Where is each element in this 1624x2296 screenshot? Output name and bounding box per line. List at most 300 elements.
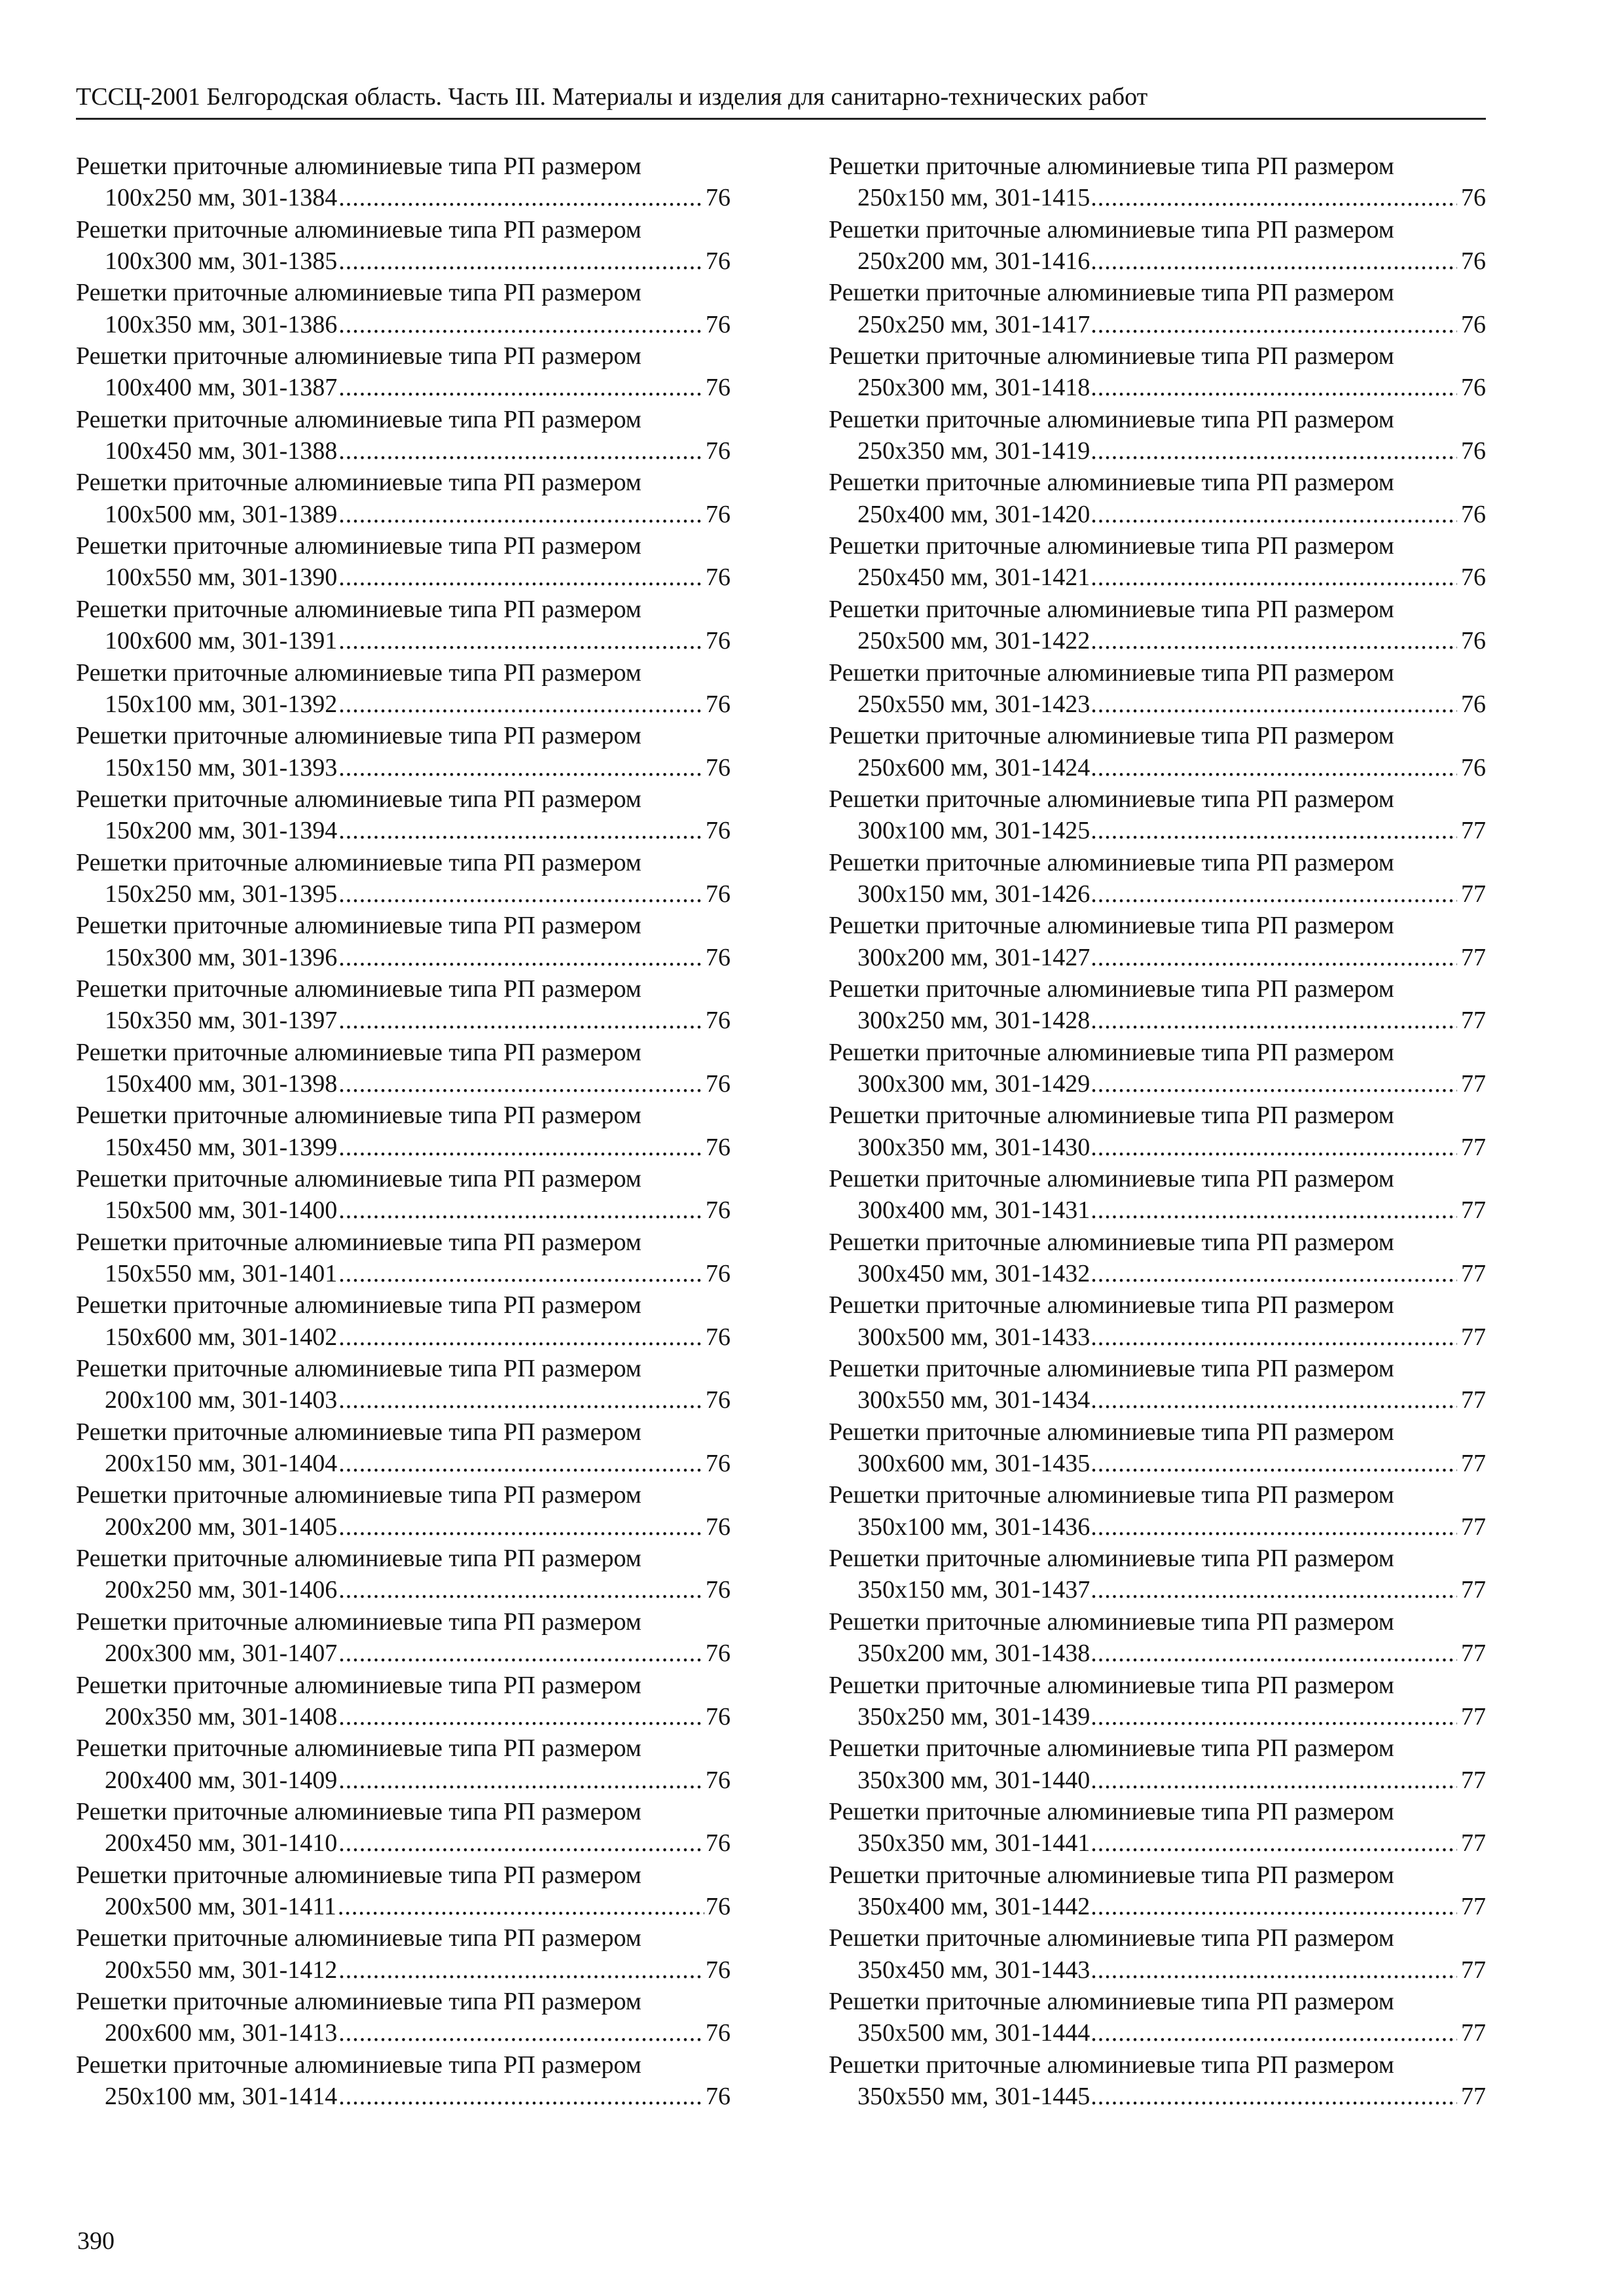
entry-size-code: 100x350 мм, 301-1386 — [105, 310, 338, 338]
entry-detail-line — [76, 309, 731, 340]
dot-leader — [338, 1132, 704, 1163]
dot-leader — [1091, 562, 1457, 593]
entry-size-code: 250x400 мм, 301-1420 — [857, 500, 1091, 528]
entry-detail-line — [76, 1954, 731, 1986]
entry-page-number: 77 — [1461, 1007, 1486, 1035]
entry-size-code: 350x300 мм, 301-1440 — [857, 1766, 1091, 1794]
entry-title: Решетки приточные алюминиевые типа РП размером — [76, 1797, 641, 1825]
index-entry — [829, 910, 1486, 973]
entry-size-code: 250x450 мм, 301-1421 — [857, 564, 1091, 592]
entry-detail-line — [76, 689, 731, 720]
entry-size-code: 250x150 мм, 301-1415 — [857, 184, 1091, 212]
entry-title: Решетки приточные алюминиевые типа РП размером — [76, 1228, 641, 1256]
index-entry — [76, 1922, 731, 1986]
dot-leader — [338, 1827, 704, 1859]
entry-size-code: 350x550 мм, 301-1445 — [857, 2082, 1091, 2110]
entry-detail-line — [76, 245, 731, 277]
index-entry — [829, 1670, 1486, 1733]
index-entry — [76, 1353, 731, 1416]
entry-title: Решетки приточные алюминиевые типа РП размером — [76, 1418, 641, 1446]
entry-detail-line — [829, 815, 1486, 846]
dot-leader — [1091, 2017, 1457, 2049]
entry-detail-line — [829, 499, 1486, 530]
entry-title: Решетки приточные алюминиевые типа РП размером — [829, 405, 1394, 433]
entry-title: Решетки приточные алюминиевые типа РП размером — [76, 532, 641, 560]
dot-leader — [1091, 942, 1457, 973]
entry-page-number: 77 — [1461, 1260, 1486, 1288]
dot-leader — [1091, 1765, 1457, 1796]
entry-detail-line — [829, 182, 1486, 213]
entry-page-number: 77 — [1461, 1133, 1486, 1161]
entry-detail-line — [76, 1132, 731, 1163]
entry-detail-line — [829, 942, 1486, 973]
entry-title: Решетки приточные алюминиевые типа РП размером — [76, 152, 641, 180]
entry-title: Решетки приточные алюминиевые типа РП размером — [76, 2051, 641, 2079]
entry-detail-line — [829, 752, 1486, 783]
entry-size-code: 100x450 мм, 301-1388 — [105, 437, 338, 465]
entry-title: Решетки приточные алюминиевые типа РП размером — [76, 1481, 641, 1509]
entry-page-number: 76 — [706, 1196, 731, 1225]
index-entry — [76, 404, 731, 467]
index-entry — [829, 1227, 1486, 1290]
entry-title: Решетки приточные алюминиевые типа РП размером — [76, 785, 641, 813]
entry-title: Решетки приточные алюминиевые типа РП размером — [829, 1797, 1394, 1825]
entry-title: Решетки приточные алюминиевые типа РП размером — [829, 1545, 1394, 1573]
entry-page-number: 76 — [1461, 564, 1486, 592]
entry-title: Решетки приточные алюминиевые типа РП размером — [829, 658, 1394, 687]
entry-page-number: 77 — [1461, 1576, 1486, 1604]
entry-detail-line — [829, 1954, 1486, 1986]
entry-detail-line — [829, 1765, 1486, 1796]
dot-leader — [1091, 499, 1457, 530]
dot-leader — [1091, 182, 1457, 213]
entry-page-number: 76 — [706, 1386, 731, 1414]
index-entry — [76, 277, 731, 340]
dot-leader — [338, 562, 704, 593]
entry-size-code: 350x450 мм, 301-1443 — [857, 1956, 1091, 1984]
dot-leader — [338, 1321, 704, 1353]
entry-size-code: 350x150 мм, 301-1437 — [857, 1576, 1091, 1604]
index-entry — [76, 1986, 731, 2049]
entry-title: Решетки приточные алюминиевые типа РП размером — [829, 342, 1394, 370]
dot-leader — [338, 1258, 704, 1289]
entry-title: Решетки приточные алюминиевые типа РП размером — [829, 1861, 1394, 1889]
dot-leader — [1091, 1827, 1457, 1859]
entry-detail-line — [829, 1511, 1486, 1543]
entry-title: Решетки приточные алюминиевые типа РП размером — [76, 1924, 641, 1952]
entry-detail-line — [829, 309, 1486, 340]
entry-page-number: 76 — [706, 564, 731, 592]
index-entry — [829, 594, 1486, 657]
entry-page-number: 76 — [706, 1892, 731, 1920]
dot-leader — [1091, 245, 1457, 277]
entry-size-code: 350x500 мм, 301-1444 — [857, 2019, 1091, 2047]
entry-size-code: 200x200 мм, 301-1405 — [105, 1513, 338, 1541]
entry-detail-line — [829, 1068, 1486, 1100]
entry-detail-line — [76, 942, 731, 973]
entry-title: Решетки приточные алюминиевые типа РП размером — [76, 1102, 641, 1130]
entry-detail-line — [829, 1384, 1486, 1416]
entry-title: Решетки приточные алюминиевые типа РП размером — [829, 1355, 1394, 1383]
entry-size-code: 150x100 мм, 301-1392 — [105, 690, 338, 718]
header-rule — [76, 118, 1486, 120]
entry-detail-line — [829, 1574, 1486, 1605]
entry-title: Решетки приточные алюминиевые типа РП размером — [829, 1481, 1394, 1509]
entry-detail-line — [829, 1827, 1486, 1859]
entry-size-code: 100x500 мм, 301-1389 — [105, 500, 338, 528]
entry-size-code: 250x350 мм, 301-1419 — [857, 437, 1091, 465]
entry-detail-line — [76, 2081, 731, 2112]
index-entry — [829, 1859, 1486, 1923]
index-entry — [76, 1670, 731, 1733]
dot-leader — [1091, 1384, 1457, 1416]
entry-size-code: 100x300 мм, 301-1385 — [105, 247, 338, 276]
entry-page-number: 76 — [1461, 184, 1486, 212]
dot-leader — [1091, 1005, 1457, 1036]
entry-page-number: 76 — [1461, 627, 1486, 655]
entry-size-code: 200x450 мм, 301-1410 — [105, 1829, 338, 1857]
entry-title: Решетки приточные алюминиевые типа РП размером — [76, 1291, 641, 1319]
index-entry — [829, 1479, 1486, 1543]
entry-title: Решетки приточные алюминиевые типа РП размером — [76, 1607, 641, 1636]
entry-page-number: 76 — [706, 1956, 731, 1984]
dot-leader — [338, 1891, 704, 1922]
entry-page-number: 76 — [706, 1576, 731, 1604]
dot-leader — [338, 309, 704, 340]
entry-page-number: 77 — [1461, 1386, 1486, 1414]
dot-leader — [1091, 752, 1457, 783]
entry-title: Решетки приточные алюминиевые типа РП размером — [76, 1038, 641, 1066]
dot-leader — [338, 372, 704, 403]
index-entry — [829, 783, 1486, 847]
entry-detail-line — [76, 435, 731, 467]
entry-title: Решетки приточные алюминиевые типа РП размером — [829, 595, 1394, 623]
entry-title: Решетки приточные алюминиевые типа РП размером — [76, 405, 641, 433]
dot-leader — [338, 1384, 704, 1416]
entry-page-number: 76 — [706, 1450, 731, 1478]
dot-leader — [338, 2017, 704, 2049]
index-entry — [76, 1543, 731, 1606]
index-entry — [76, 467, 731, 530]
index-entry — [829, 847, 1486, 910]
dot-leader — [338, 245, 704, 277]
dot-leader — [1091, 1132, 1457, 1163]
entry-page-number: 77 — [1461, 1640, 1486, 1668]
entry-detail-line — [829, 1701, 1486, 1732]
dot-leader — [1091, 435, 1457, 467]
entry-size-code: 300x150 мм, 301-1426 — [857, 880, 1091, 908]
entry-size-code: 150x350 мм, 301-1397 — [105, 1007, 338, 1035]
dot-leader — [1091, 1954, 1457, 1986]
dot-leader — [338, 435, 704, 467]
entry-page-number: 77 — [1461, 1702, 1486, 1731]
entry-page-number: 77 — [1461, 1513, 1486, 1541]
index-entry — [76, 1732, 731, 1796]
entry-page-number: 76 — [706, 627, 731, 655]
index-entry — [76, 1100, 731, 1163]
entry-detail-line — [829, 2081, 1486, 2112]
dot-leader — [338, 942, 704, 973]
entry-title: Решетки приточные алюминиевые типа РП размером — [76, 279, 641, 307]
entry-page-number: 77 — [1461, 1829, 1486, 1857]
dot-leader — [338, 1638, 704, 1669]
entry-title: Решетки приточные алюминиевые типа РП размером — [76, 469, 641, 497]
entry-size-code: 200x300 мм, 301-1407 — [105, 1640, 338, 1668]
dot-leader — [1091, 1891, 1457, 1922]
page-header: ТССЦ-2001 Белгородская область. Часть III. Материалы и изделия для санитарно-технических работ — [76, 83, 1148, 111]
entry-page-number: 77 — [1461, 817, 1486, 845]
entry-size-code: 150x450 мм, 301-1399 — [105, 1133, 338, 1161]
entry-page-number: 77 — [1461, 1323, 1486, 1351]
entry-size-code: 150x300 мм, 301-1396 — [105, 943, 338, 971]
dot-leader — [338, 815, 704, 846]
entry-size-code: 200x250 мм, 301-1406 — [105, 1576, 338, 1604]
dot-leader — [1091, 2081, 1457, 2112]
index-entry — [76, 2049, 731, 2113]
entry-page-number: 77 — [1461, 1450, 1486, 1478]
index-entry — [76, 783, 731, 847]
entry-detail-line — [76, 1005, 731, 1036]
entry-title: Решетки приточные алюминиевые типа РП размером — [829, 1987, 1394, 2015]
entry-detail-line — [76, 182, 731, 213]
entry-page-number: 77 — [1461, 2019, 1486, 2047]
index-entry — [829, 1986, 1486, 2049]
entry-title: Решетки приточные алюминиевые типа РП размером — [829, 469, 1394, 497]
entry-page-number: 77 — [1461, 1892, 1486, 1920]
entry-title: Решетки приточные алюминиевые типа РП размером — [76, 1545, 641, 1573]
entry-title: Решетки приточные алюминиевые типа РП размером — [76, 848, 641, 876]
entry-page-number: 77 — [1461, 1766, 1486, 1794]
dot-leader — [1091, 1448, 1457, 1479]
dot-leader — [338, 1701, 704, 1732]
entry-title: Решетки приточные алюминиевые типа РП размером — [829, 1038, 1394, 1066]
dot-leader — [338, 752, 704, 783]
index-entry — [829, 1922, 1486, 1986]
entry-size-code: 300x200 мм, 301-1427 — [857, 943, 1091, 971]
entry-title: Решетки приточные алюминиевые типа РП размером — [829, 1291, 1394, 1319]
entry-title: Решетки приточные алюминиевые типа РП размером — [829, 975, 1394, 1003]
entry-size-code: 200x500 мм, 301-1411 — [105, 1892, 336, 1920]
entry-page-number: 76 — [706, 1513, 731, 1541]
dot-leader — [1091, 1638, 1457, 1669]
index-entry — [829, 1796, 1486, 1859]
entry-detail-line — [76, 1891, 731, 1922]
entry-title: Решетки приточные алюминиевые типа РП размером — [829, 1924, 1394, 1952]
dot-leader — [1091, 1068, 1457, 1100]
entry-page-number: 76 — [706, 1069, 731, 1098]
entry-page-number: 76 — [1461, 500, 1486, 528]
index-entry — [829, 1543, 1486, 1606]
page-number: 390 — [77, 2227, 115, 2255]
entry-detail-line — [76, 1194, 731, 1226]
entry-page-number: 76 — [706, 500, 731, 528]
entry-page-number: 76 — [706, 753, 731, 781]
entry-detail-line — [76, 1448, 731, 1479]
entry-page-number: 76 — [706, 2082, 731, 2110]
entry-detail-line — [76, 1321, 731, 1353]
entry-title: Решетки приточные алюминиевые типа РП размером — [829, 215, 1394, 243]
entry-title: Решетки приточные алюминиевые типа РП размером — [829, 1228, 1394, 1256]
entry-size-code: 100x600 мм, 301-1391 — [105, 627, 338, 655]
entry-title: Решетки приточные алюминиевые типа РП размером — [829, 912, 1394, 940]
entry-page-number: 76 — [1461, 374, 1486, 402]
entry-detail-line — [76, 372, 731, 403]
entry-title: Решетки приточные алюминиевые типа РП размером — [829, 785, 1394, 813]
index-entry — [829, 1037, 1486, 1100]
entry-title: Решетки приточные алюминиевые типа РП размером — [76, 658, 641, 687]
entry-size-code: 300x550 мм, 301-1434 — [857, 1386, 1091, 1414]
entry-title: Решетки приточные алюминиевые типа РП размером — [76, 342, 641, 370]
entry-detail-line — [76, 1701, 731, 1732]
entry-size-code: 300x100 мм, 301-1425 — [857, 817, 1091, 845]
entry-title: Решетки приточные алюминиевые типа РП размером — [829, 1671, 1394, 1699]
entry-size-code: 150x400 мм, 301-1398 — [105, 1069, 338, 1098]
entry-size-code: 300x350 мм, 301-1430 — [857, 1133, 1091, 1161]
entry-page-number: 76 — [706, 1766, 731, 1794]
entry-size-code: 350x100 мм, 301-1436 — [857, 1513, 1091, 1541]
entry-detail-line — [829, 562, 1486, 593]
entry-title: Решетки приточные алюминиевые типа РП размером — [76, 215, 641, 243]
entry-detail-line — [829, 2017, 1486, 2049]
entry-title: Решетки приточные алюминиевые типа РП размером — [829, 1607, 1394, 1636]
entry-page-number: 76 — [706, 880, 731, 908]
index-entry — [829, 277, 1486, 340]
entry-page-number: 77 — [1461, 1196, 1486, 1225]
entry-size-code: 300x300 мм, 301-1429 — [857, 1069, 1091, 1098]
index-entry — [829, 1606, 1486, 1670]
dot-leader — [338, 1511, 704, 1543]
index-entry — [76, 910, 731, 973]
entry-detail-line — [829, 1638, 1486, 1669]
entry-size-code: 350x400 мм, 301-1442 — [857, 1892, 1091, 1920]
entry-size-code: 150x150 мм, 301-1393 — [105, 753, 338, 781]
entry-detail-line — [829, 1005, 1486, 1036]
entry-detail-line — [829, 1448, 1486, 1479]
entry-detail-line — [76, 1638, 731, 1669]
entry-title: Решетки приточные алюминиевые типа РП размером — [829, 2051, 1394, 2079]
entry-size-code: 300x600 мм, 301-1435 — [857, 1450, 1091, 1478]
index-column-left — [76, 151, 731, 2112]
entry-page-number: 76 — [706, 2019, 731, 2047]
entry-size-code: 100x400 мм, 301-1387 — [105, 374, 338, 402]
entry-size-code: 100x250 мм, 301-1384 — [105, 184, 338, 212]
dot-leader — [338, 625, 704, 656]
dot-leader — [1091, 878, 1457, 910]
entry-detail-line — [76, 752, 731, 783]
entry-size-code: 200x350 мм, 301-1408 — [105, 1702, 338, 1731]
dot-leader — [338, 1765, 704, 1796]
entry-detail-line — [76, 1511, 731, 1543]
entry-page-number: 76 — [1461, 690, 1486, 718]
entry-detail-line — [76, 1765, 731, 1796]
index-entry — [76, 214, 731, 278]
index-entry — [829, 1163, 1486, 1227]
index-entry — [76, 1416, 731, 1480]
entry-detail-line — [829, 372, 1486, 403]
entry-title: Решетки приточные алюминиевые типа РП размером — [76, 722, 641, 750]
index-entry — [829, 1100, 1486, 1163]
entry-size-code: 100x550 мм, 301-1390 — [105, 564, 338, 592]
index-entry — [829, 214, 1486, 278]
entry-detail-line — [76, 2017, 731, 2049]
entry-size-code: 150x550 мм, 301-1401 — [105, 1260, 338, 1288]
entry-detail-line — [829, 1258, 1486, 1289]
entry-page-number: 76 — [706, 817, 731, 845]
index-entry — [76, 1479, 731, 1543]
entry-title: Решетки приточные алюминиевые типа РП размером — [829, 152, 1394, 180]
entry-page-number: 76 — [1461, 247, 1486, 276]
entry-page-number: 76 — [706, 1133, 731, 1161]
entry-detail-line — [829, 245, 1486, 277]
entry-title: Решетки приточные алюминиевые типа РП размером — [829, 532, 1394, 560]
entry-size-code: 250x200 мм, 301-1416 — [857, 247, 1091, 276]
index-entry — [76, 530, 731, 594]
entry-size-code: 300x500 мм, 301-1433 — [857, 1323, 1091, 1351]
entry-detail-line — [76, 562, 731, 593]
dot-leader — [338, 1448, 704, 1479]
entry-detail-line — [76, 878, 731, 910]
entry-title: Решетки приточные алюминиевые типа РП размером — [829, 1102, 1394, 1130]
entry-detail-line — [76, 499, 731, 530]
index-entry — [76, 1163, 731, 1227]
index-entry — [829, 530, 1486, 594]
index-entry — [829, 151, 1486, 214]
entry-size-code: 200x600 мм, 301-1413 — [105, 2019, 338, 2047]
entry-title: Решетки приточные алюминиевые типа РП размером — [829, 279, 1394, 307]
dot-leader — [338, 1005, 704, 1036]
entry-detail-line — [76, 1068, 731, 1100]
entry-detail-line — [76, 815, 731, 846]
index-entry — [76, 720, 731, 783]
entry-page-number: 76 — [706, 1640, 731, 1668]
dot-leader — [338, 1068, 704, 1100]
index-entry — [829, 1416, 1486, 1480]
dot-leader — [338, 689, 704, 720]
entry-page-number: 76 — [706, 437, 731, 465]
index-column-right — [829, 151, 1486, 2112]
entry-page-number: 76 — [706, 1702, 731, 1731]
entry-page-number: 76 — [706, 1260, 731, 1288]
entry-size-code: 250x550 мм, 301-1423 — [857, 690, 1091, 718]
entry-title: Решетки приточные алюминиевые типа РП размером — [76, 1987, 641, 2015]
entry-detail-line — [829, 1321, 1486, 1353]
entry-page-number: 77 — [1461, 943, 1486, 971]
entry-title: Решетки приточные алюминиевые типа РП размером — [76, 1861, 641, 1889]
entry-page-number: 76 — [706, 1007, 731, 1035]
dot-leader — [1091, 625, 1457, 656]
dot-leader — [1091, 689, 1457, 720]
index-entry — [829, 1353, 1486, 1416]
entry-size-code: 250x600 мм, 301-1424 — [857, 753, 1091, 781]
index-entry — [76, 847, 731, 910]
entry-detail-line — [829, 1891, 1486, 1922]
entry-size-code: 250x500 мм, 301-1422 — [857, 627, 1091, 655]
entry-page-number: 76 — [706, 1323, 731, 1351]
entry-size-code: 200x550 мм, 301-1412 — [105, 1956, 338, 1984]
entry-size-code: 150x250 мм, 301-1395 — [105, 880, 338, 908]
entry-page-number: 76 — [706, 374, 731, 402]
index-entry — [829, 2049, 1486, 2113]
entry-size-code: 200x400 мм, 301-1409 — [105, 1766, 338, 1794]
entry-page-number: 76 — [706, 690, 731, 718]
entry-title: Решетки приточные алюминиевые типа РП размером — [76, 1671, 641, 1699]
index-entry — [76, 1796, 731, 1859]
entry-title: Решетки приточные алюминиевые типа РП размером — [76, 1355, 641, 1383]
entry-size-code: 200x150 мм, 301-1404 — [105, 1450, 338, 1478]
entry-page-number: 76 — [706, 943, 731, 971]
entry-page-number: 76 — [706, 1829, 731, 1857]
dot-leader — [338, 1954, 704, 1986]
